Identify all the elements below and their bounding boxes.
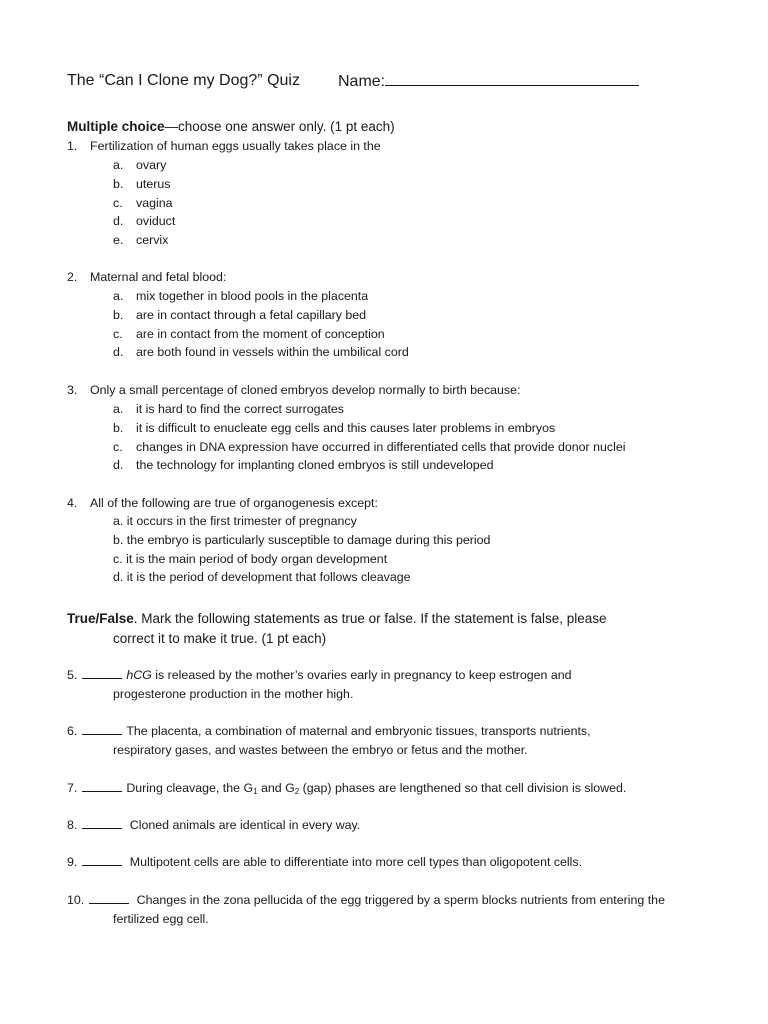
question-text: Fertilization of human eggs usually takes place in the	[90, 139, 381, 153]
option-text: changes in DNA expression have occurred in differentiated cells that provide donor nuclei	[136, 439, 626, 454]
statement-continuation: respiratory gases, and wastes between the embryo or fetus and the mother.	[113, 742, 528, 757]
statement-continuation: fertilized egg cell.	[113, 911, 209, 926]
question-4	[67, 494, 378, 513]
question-text: All of the following are true of organogenesis except:	[90, 496, 378, 510]
option-letter: b.	[113, 420, 124, 435]
question-number: 2.	[67, 270, 78, 284]
option[interactable]	[113, 231, 175, 250]
answer-blank[interactable]	[89, 892, 129, 904]
option-text: the technology for implanting cloned embryos is still undeveloped	[136, 458, 494, 473]
question-number: 1.	[67, 139, 78, 153]
option[interactable]	[113, 400, 626, 419]
option-letter: d.	[113, 345, 124, 360]
quiz-title: The “Can I Clone my Dog?” Quiz	[67, 72, 300, 89]
subscript: 2	[294, 787, 300, 796]
question-number: 7.	[67, 781, 78, 795]
option[interactable]	[113, 212, 175, 231]
option-text: are both found in vessels within the umbilical cord	[136, 345, 409, 360]
tf-question-9	[67, 853, 707, 872]
answer-blank[interactable]	[82, 723, 122, 735]
hcg-term: hCG	[126, 668, 152, 682]
answer-blank[interactable]	[82, 780, 122, 792]
option[interactable]	[113, 343, 409, 362]
option-letter: c.	[113, 195, 123, 210]
name-field[interactable]	[338, 72, 639, 91]
option-text: oviduct	[136, 214, 176, 229]
option-text: uterus	[136, 176, 171, 191]
answer-blank[interactable]	[82, 667, 122, 679]
question-text: Maternal and fetal blood:	[90, 270, 227, 284]
option-letter: c.	[113, 439, 123, 454]
question-number: 10.	[67, 893, 85, 907]
option-letter: d.	[113, 458, 124, 473]
option[interactable]: a. it occurs in the first trimester of pregnancy	[113, 514, 357, 528]
option[interactable]	[113, 156, 175, 175]
question-4-options	[113, 512, 490, 587]
question-number: 4.	[67, 496, 78, 510]
mc-heading-rest: —choose one answer only. (1 pt each)	[164, 119, 395, 134]
name-underline[interactable]	[385, 72, 639, 86]
tf-heading	[67, 609, 707, 649]
header	[67, 72, 386, 90]
statement-text: Multipotent cells are able to differentiate into more cell types than oligopotent cells.	[126, 855, 583, 869]
subscript: 1	[253, 787, 258, 796]
option-letter: c.	[113, 326, 123, 341]
statement-text: and G	[257, 781, 295, 795]
tf-heading-bold: True/False	[67, 611, 134, 626]
option[interactable]	[113, 419, 626, 438]
option-letter: b.	[113, 307, 124, 322]
question-text: Only a small percentage of cloned embryos develop normally to birth because:	[90, 383, 521, 397]
option-letter: b.	[113, 176, 124, 191]
option-text: cervix	[136, 233, 169, 248]
option-letter: d.	[113, 214, 124, 229]
tf-question-7	[67, 779, 707, 802]
option-text: mix together in blood pools in the placenta	[136, 289, 369, 303]
option-text: vagina	[136, 195, 173, 210]
statement-text: (gap) phases are lengthened so that cell division is slowed.	[299, 781, 627, 795]
question-1-options	[113, 156, 175, 250]
option-letter: a.	[113, 158, 124, 172]
option[interactable]	[113, 325, 409, 344]
name-label: Name:	[338, 73, 386, 90]
option[interactable]: d. it is the period of development that follows cleavage	[113, 570, 411, 585]
question-2	[67, 268, 226, 287]
option-text: are in contact through a fetal capillary bed	[136, 307, 367, 322]
option[interactable]	[113, 438, 626, 457]
option-text: are in contact from the moment of conception	[136, 326, 385, 341]
option-letter: a.	[113, 289, 124, 303]
question-3	[67, 381, 520, 400]
question-number: 6.	[67, 724, 78, 738]
answer-blank[interactable]	[82, 854, 122, 866]
option-letter: e.	[113, 233, 124, 248]
statement-text: The placenta, a combination of maternal and embryonic tissues, transports nutrients,	[126, 724, 591, 738]
option-text: it is hard to find the correct surrogates	[136, 402, 344, 416]
option[interactable]	[113, 287, 409, 306]
question-number: 3.	[67, 383, 78, 397]
question-number: 8.	[67, 818, 78, 832]
option[interactable]: c. it is the main period of body organ development	[113, 551, 388, 566]
option-text: ovary	[136, 158, 167, 172]
tf-question-10	[67, 891, 707, 929]
tf-heading-text: . Mark the following statements as true or false. If the statement is false, please	[133, 611, 607, 626]
statement-continuation: progesterone production in the mother high.	[113, 686, 354, 701]
option-text: it is difficult to enucleate egg cells and this causes later problems in embryos	[136, 420, 556, 435]
tf-heading-line1	[67, 611, 607, 626]
option[interactable]	[113, 194, 175, 213]
tf-question-8	[67, 816, 707, 835]
mc-heading-bold: Multiple choice	[67, 119, 165, 134]
tf-question-6	[67, 722, 707, 760]
statement-text: Changes in the zona pellucida of the egg triggered by a sperm blocks nutrients from entering the	[133, 893, 665, 907]
question-3-options	[113, 400, 626, 475]
option-letter: a.	[113, 402, 124, 416]
option[interactable]	[113, 175, 175, 194]
option[interactable]: b. the embryo is particularly susceptible to damage during this period	[113, 532, 491, 547]
answer-blank[interactable]	[82, 817, 122, 829]
question-number: 5.	[67, 668, 78, 682]
option[interactable]	[113, 306, 409, 325]
tf-heading-line2: correct it to make it true. (1 pt each)	[113, 631, 327, 646]
tf-question-5	[67, 666, 707, 704]
statement-text: Cloned animals are identical in every way.	[126, 818, 361, 832]
question-2-options	[113, 287, 409, 362]
mc-heading	[67, 119, 395, 134]
statement-text: During cleavage, the G	[126, 781, 254, 795]
question-number: 9.	[67, 855, 78, 869]
question-1	[67, 137, 381, 156]
statement-text: is released by the mother’s ovaries early in pregnancy to keep estrogen and	[151, 668, 572, 682]
option[interactable]	[113, 456, 626, 475]
